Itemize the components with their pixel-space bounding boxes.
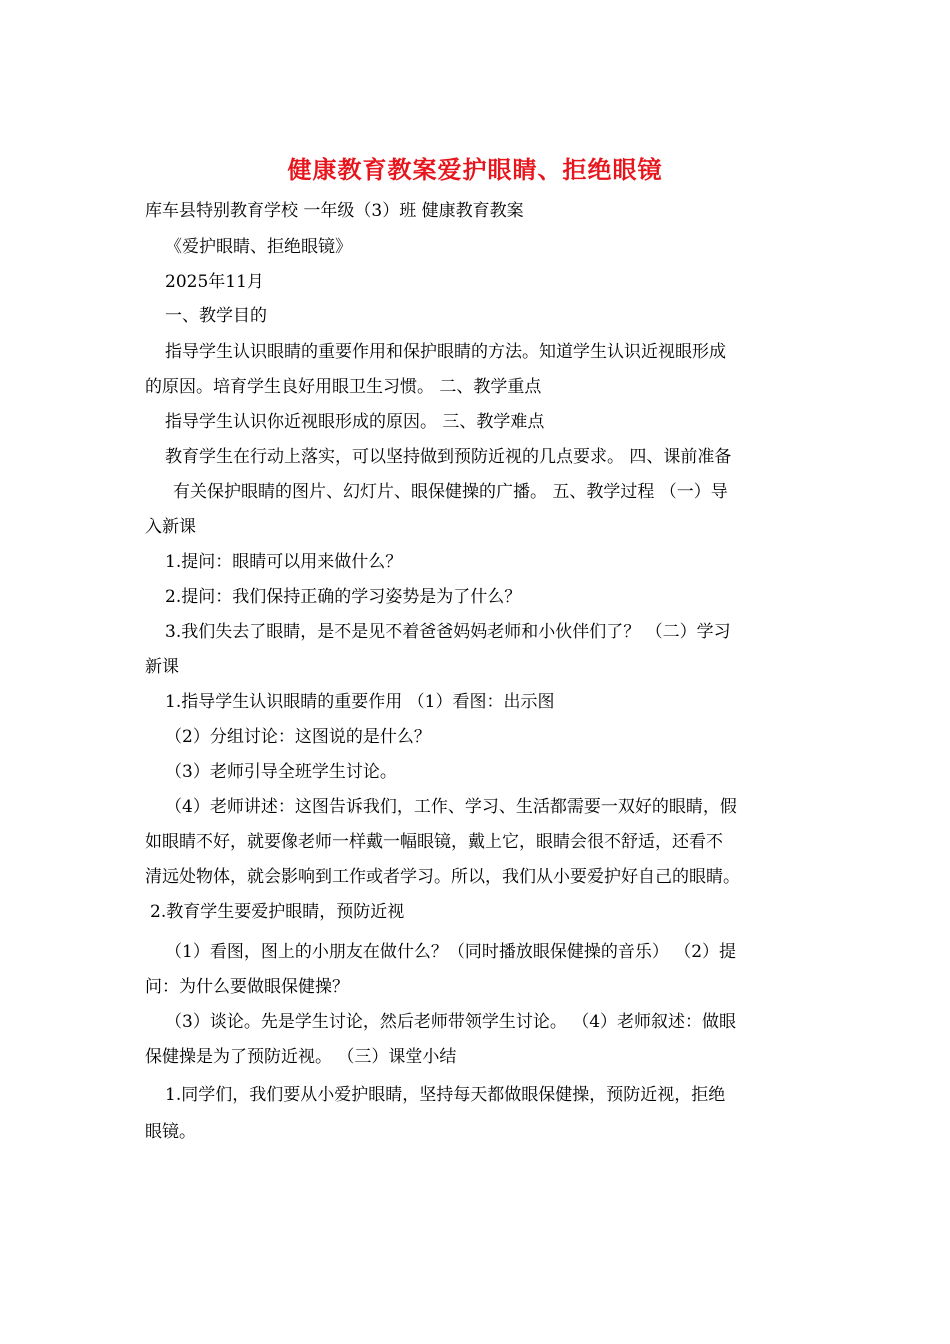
list-item: 2.提问：我们保持正确的学习姿势是为了什么？ — [165, 587, 522, 607]
paragraph-line: 教育学生在行动上落实，可以坚持做到预防近视的几点要求。 四、课前准备 — [165, 447, 732, 467]
paragraph-line: 保健操是为了预防近视。 （三）课堂小结 — [145, 1047, 457, 1067]
paragraph-line: （3）谈论。先是学生讨论，然后老师带领学生讨论。 （4）老师叙述：做眼 — [165, 1012, 737, 1032]
lesson-title-line: 《爱护眼睛、拒绝眼镜》 — [165, 237, 352, 257]
list-item: 1.提问：眼睛可以用来做什么？ — [165, 552, 403, 572]
paragraph-line: 的原因。培育学生良好用眼卫生习惯。 二、教学重点 — [145, 377, 542, 397]
school-class-line: 库车县特别教育学校 一年级（3）班 健康教育教案 — [145, 201, 524, 221]
list-item: 3.我们失去了眼睛，是不是见不着爸爸妈妈老师和小伙伴们了？ （二）学习 — [165, 622, 731, 642]
paragraph-line: 指导学生认识眼睛的重要作用和保护眼睛的方法。知道学生认识近视眼形成 — [165, 342, 726, 362]
document-title: 健康教育教案爱护眼睛、拒绝眼镜 — [287, 155, 663, 184]
paragraph-line: （4）老师讲述：这图告诉我们，工作、学习、生活都需要一双好的眼睛，假 — [165, 797, 737, 817]
paragraph-line: 指导学生认识你近视眼形成的原因。 三、教学难点 — [165, 412, 545, 432]
list-item: 1.指导学生认识眼睛的重要作用 （1）看图：出示图 — [165, 692, 555, 712]
paragraph-line: 新课 — [145, 657, 179, 677]
paragraph-line: （1）看图，图上的小朋友在做什么？（同时播放眼保健操的音乐） （2）提 — [165, 942, 737, 962]
list-item: 2.教育学生要爱护眼睛，预防近视 — [150, 902, 405, 922]
list-item: （3）老师引导全班学生讨论。 — [165, 762, 397, 782]
paragraph-line: 有关保护眼睛的图片、幻灯片、眼保健操的广播。 五、教学过程 （一）导 — [173, 482, 728, 502]
paragraph-line: 问：为什么要做眼保健操？ — [145, 977, 349, 997]
section-heading: 一、教学目的 — [165, 306, 267, 326]
paragraph-line: 入新课 — [145, 517, 196, 537]
paragraph-line: 眼镜。 — [145, 1122, 196, 1142]
date-line: 2025年11月 — [165, 272, 264, 292]
paragraph-line: 清远处物体，就会影响到工作或者学习。所以，我们从小要爱护好自己的眼睛。 — [145, 867, 740, 887]
list-item: 1.同学们，我们要从小爱护眼睛，坚持每天都做眼保健操，预防近视，拒绝 — [165, 1085, 726, 1105]
list-item: （2）分组讨论：这图说的是什么？ — [165, 727, 431, 747]
paragraph-line: 如眼睛不好，就要像老师一样戴一幅眼镜，戴上它，眼睛会很不舒适，还看不 — [145, 832, 723, 852]
